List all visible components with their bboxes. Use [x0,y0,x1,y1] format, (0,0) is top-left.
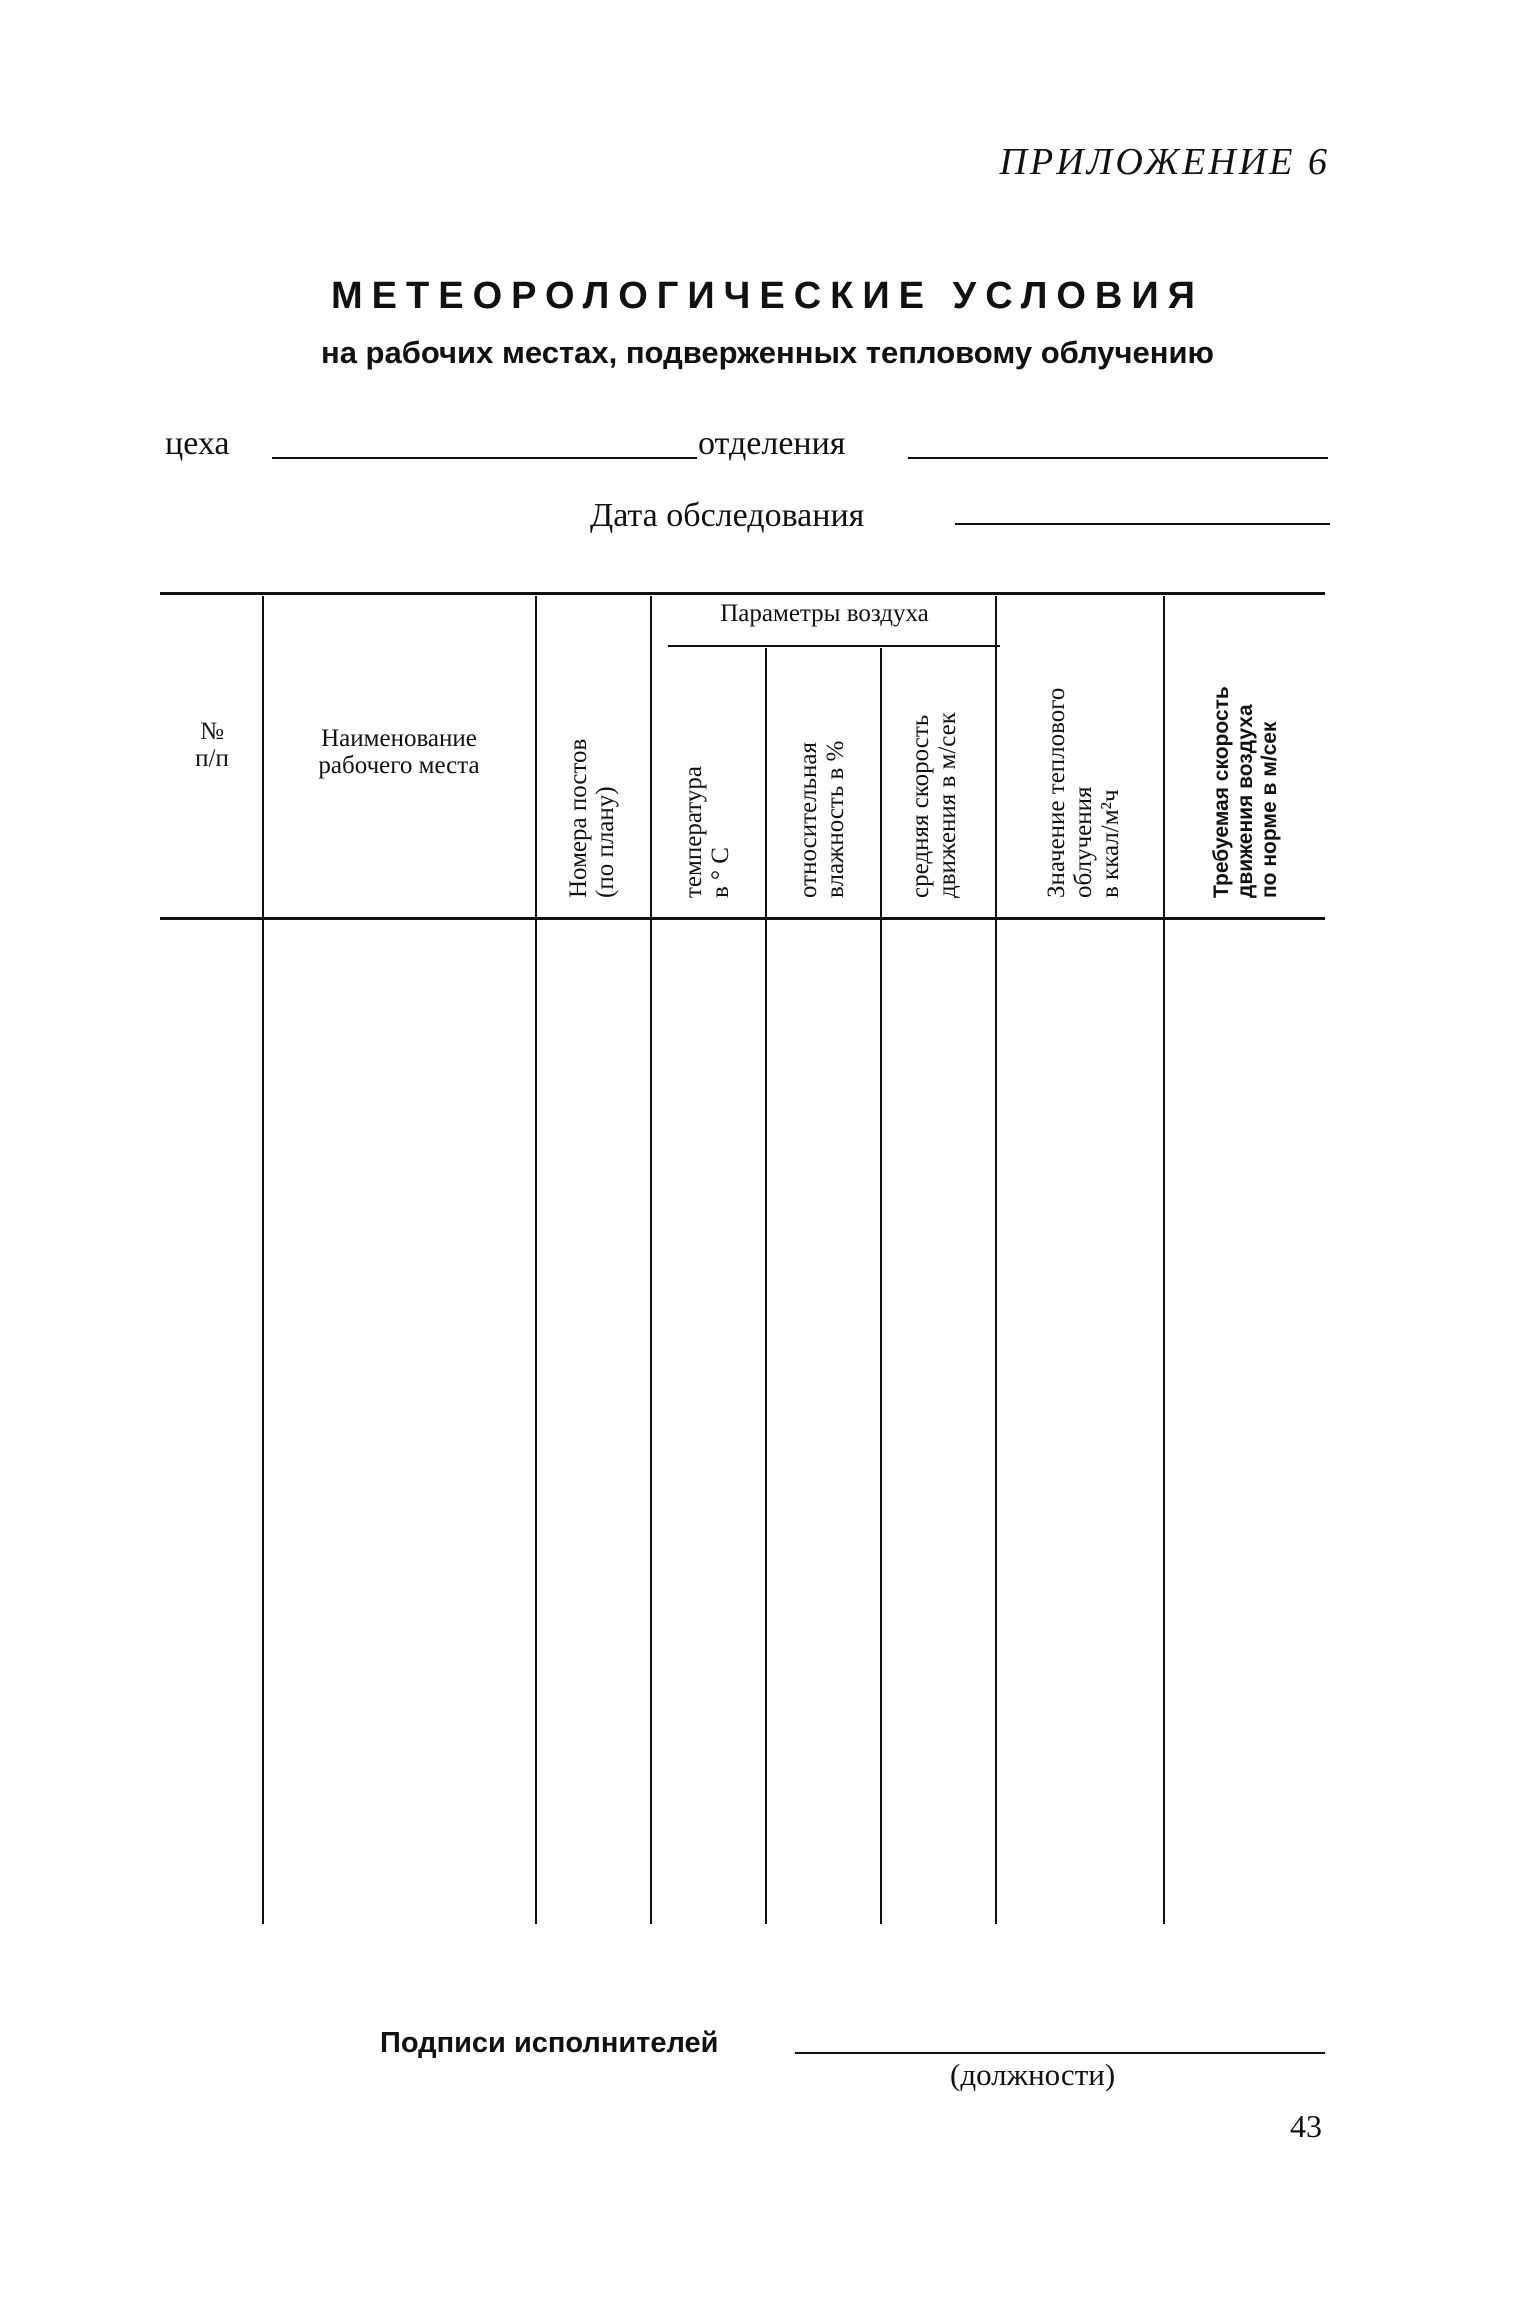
column-divider [535,596,537,1924]
header-air-parameters: Параметры воздуха [720,600,929,627]
header-workplace: Наименование рабочего места [318,725,480,779]
header-humidity: относительная влажность в % [795,740,849,898]
document-subtitle: на рабочих местах, подверженных тепловому облучению [320,335,1215,370]
header-radiation: Значение теплового облучения в ккал/м²ч [1043,687,1124,898]
header-required-speed: Требуемая скорость движения воздуха по норме в м/сек [1210,686,1281,898]
header-air-speed: средняя скорость движения в м/сек [907,712,961,898]
signatures-label: Подписи исполнителей [380,2027,719,2059]
workshop-label: цеха [165,425,230,462]
signatures-line [795,2052,1325,2054]
header-temperature: температура в ° С [680,766,734,898]
column-divider [650,596,652,1924]
air-group-underline [668,645,1000,647]
column-divider [995,596,997,1924]
header-number: № п/п [195,718,229,772]
column-divider [765,648,767,1924]
survey-date-label: Дата обследования [590,497,865,534]
table-top-rule [160,592,1325,595]
document-title: МЕТЕОРОЛОГИЧЕСКИЕ УСЛОВИЯ [331,275,1204,317]
appendix-label: ПРИЛОЖЕНИЕ 6 [999,141,1330,183]
column-divider [880,648,882,1924]
column-divider [262,596,264,1924]
positions-label: (должности) [950,2057,1116,2092]
table-header-bottom-rule [160,917,1325,920]
department-label: отделения [698,425,846,462]
page-number: 43 [1290,2108,1322,2144]
column-divider [1163,596,1165,1924]
header-post-numbers: Номера постов (по плану) [565,738,619,898]
